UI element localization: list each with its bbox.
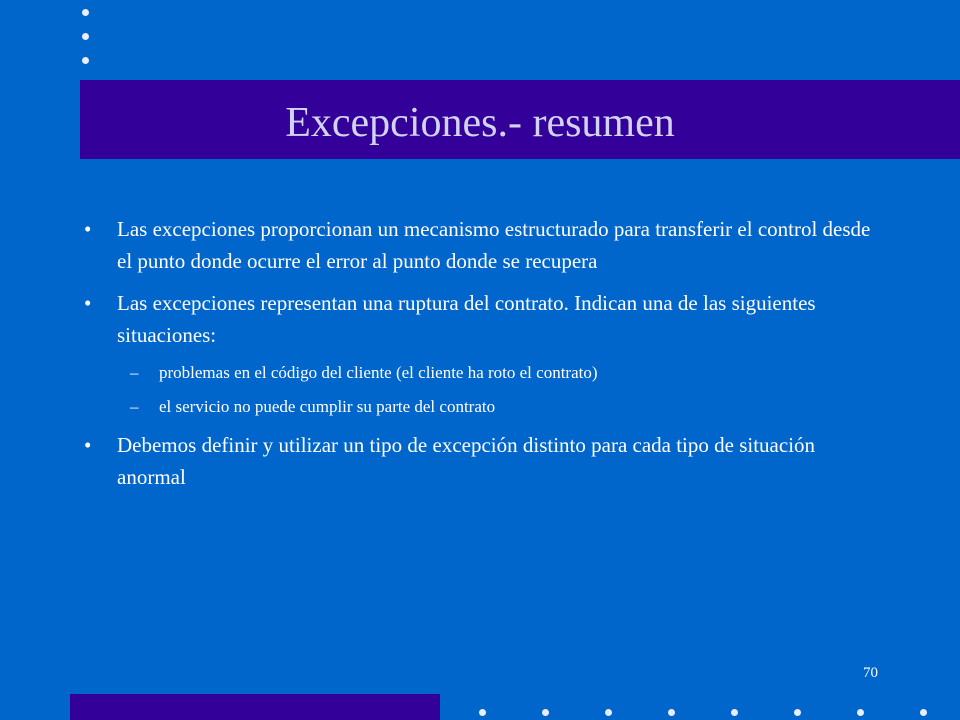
dot-icon (794, 709, 801, 716)
dot-icon (479, 709, 486, 716)
sub-bullet-text: problemas en el código del cliente (el cliente ha roto el contrato) (159, 363, 598, 382)
dot-icon (605, 709, 612, 716)
dot-icon (920, 709, 927, 716)
bullet-icon: • (84, 291, 92, 315)
sub-bullet-text: el servicio no puede cumplir su parte del contrato (159, 397, 496, 416)
dot-icon (82, 33, 89, 40)
bottom-bar (70, 694, 440, 720)
dash-icon: – (130, 397, 139, 416)
bullet-text: Debemos definir y utilizar un tipo de excepción distinto para cada tipo de situación anormal (117, 433, 816, 489)
bullet-icon: • (84, 433, 92, 457)
bullet-item (82, 287, 882, 351)
decorative-dots-top (82, 9, 94, 81)
dot-icon (668, 709, 675, 716)
page-number: 70 (863, 665, 878, 681)
slide-title: Excepciones.- resumen (285, 100, 675, 146)
dot-icon (82, 57, 89, 64)
bullet-text: Las excepciones proporcionan un mecanismo estructurado para transferir el control desde el punto donde ocurre el error al punto donde se recupera (117, 217, 871, 273)
dot-icon (82, 9, 89, 16)
bullet-text: Las excepciones representan una ruptura del contrato. Indican una de las siguientes situaciones: (117, 291, 816, 347)
sub-bullet-item (82, 361, 882, 385)
slide-content (82, 213, 882, 503)
bullet-item (82, 429, 882, 493)
bullet-item (82, 213, 882, 277)
sub-bullet-item (82, 395, 882, 419)
dot-icon (857, 709, 864, 716)
dot-icon (542, 709, 549, 716)
dash-icon: – (130, 363, 139, 382)
dot-icon (731, 709, 738, 716)
bullet-icon: • (84, 217, 92, 241)
